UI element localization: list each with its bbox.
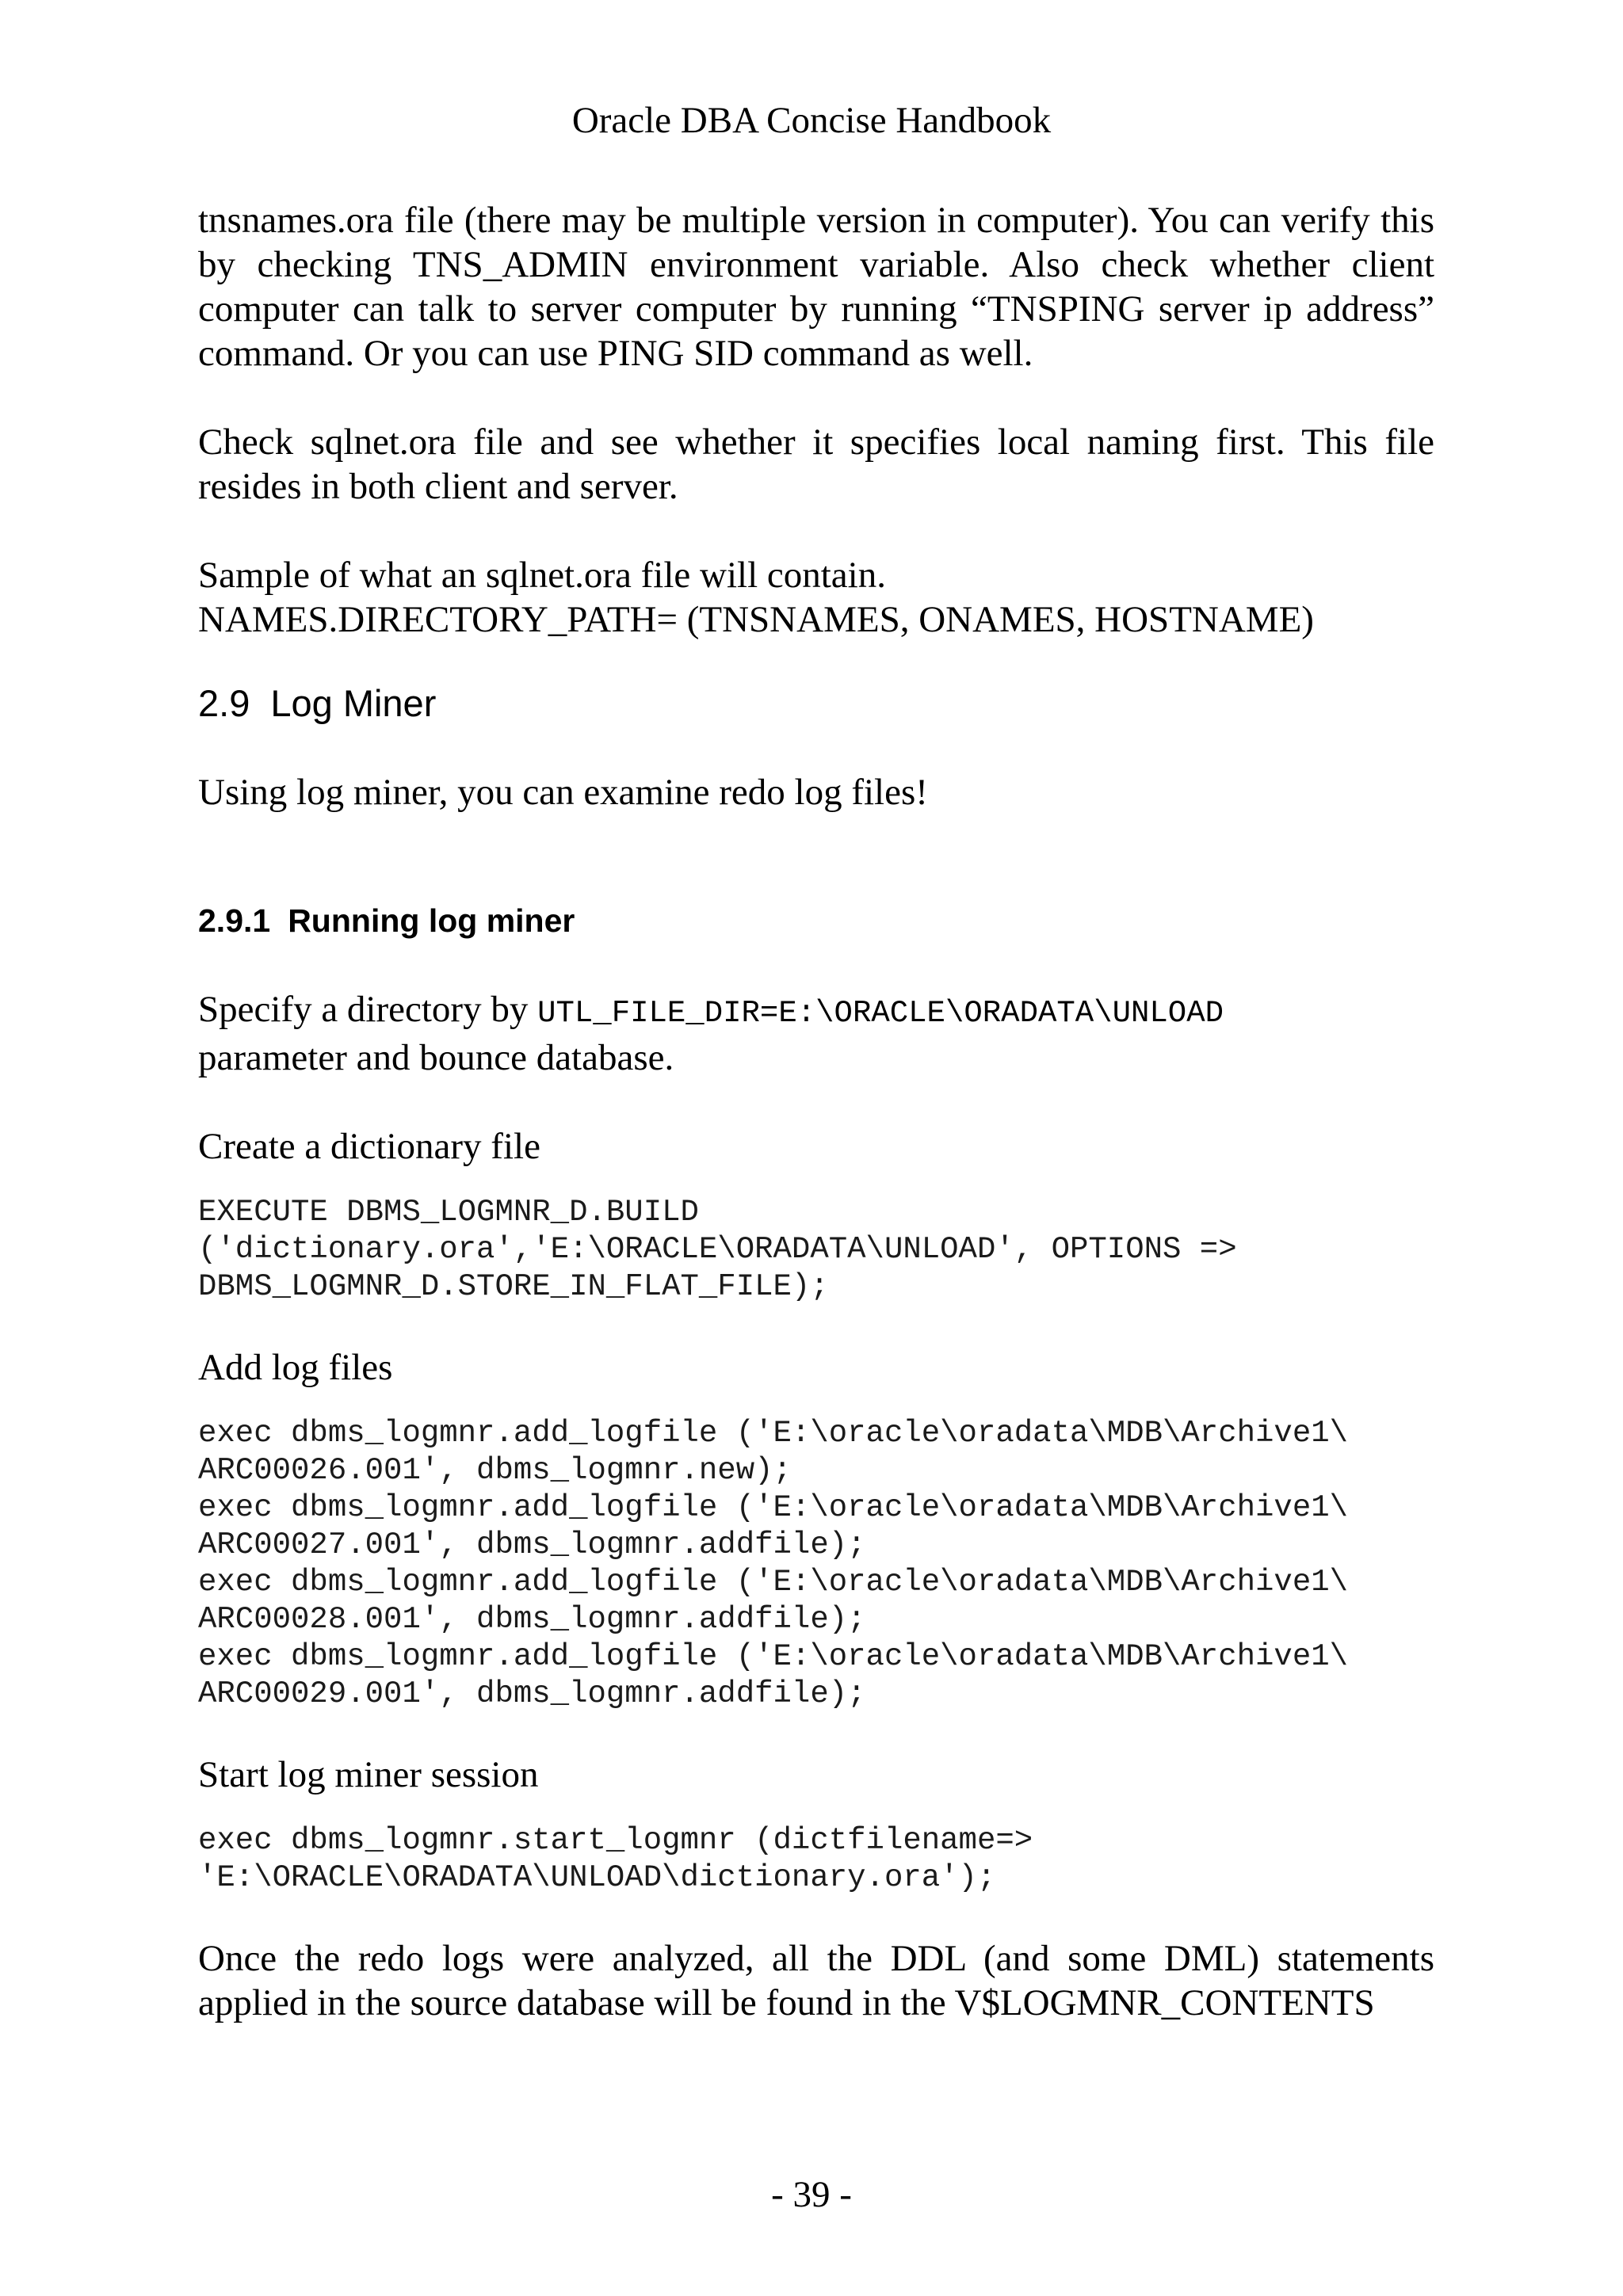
section-title: Log Miner	[270, 682, 437, 724]
section-number: 2.9	[198, 682, 250, 724]
label-start-session: Start log miner session	[198, 1754, 539, 1795]
page-number: - 39 -	[771, 2174, 852, 2215]
page-content	[198, 198, 1434, 2025]
paragraph-specify-directory	[198, 987, 1434, 1035]
label-create-dictionary: Create a dictionary file	[198, 1126, 540, 1167]
paragraph-tnsnames: tnsnames.ora file (there may be multiple version in computer). You can verify this by checking TNS_ADMIN environment variable. Also check whether client computer can talk to server computer by running “TNSPING server ip address” command. Or you can use PING SID command as well.	[198, 200, 1434, 374]
paragraph-directory-path: NAMES.DIRECTORY_PATH= (TNSNAMES, ONAMES, HOSTNAME)	[198, 599, 1314, 640]
subsection-title: Running log miner	[288, 902, 575, 939]
code-build-dictionary: EXECUTE DBMS_LOGMNR_D.BUILD ('dictionary.ora','E:\ORACLE\ORADATA\UNLOAD', OPTIONS => DBMS_LOGMNR_D.STORE_IN_FLAT_FILE);	[198, 1195, 1237, 1304]
code-start-logmnr: exec dbms_logmnr.start_logmnr (dictfilename=> 'E:\ORACLE\ORADATA\UNLOAD\dictionary.ora');	[198, 1823, 1033, 1895]
subsection-heading	[198, 898, 1434, 943]
utl-file-dir-code: UTL_FILE_DIR=E:\ORACLE\ORADATA\UNLOAD	[537, 996, 1224, 1031]
section-heading	[198, 681, 1434, 726]
running-header: Oracle DBA Concise Handbook	[571, 100, 1052, 141]
paragraph-sqlnet: Check sqlnet.ora file and see whether it specifies local naming first. This file resides in both client and server.	[198, 421, 1434, 507]
paragraph-sqlnet-sample: Sample of what an sqlnet.ora file will contain.	[198, 555, 886, 596]
paragraph-bounce-database: parameter and bounce database.	[198, 1037, 674, 1078]
code-add-logfiles: exec dbms_logmnr.add_logfile ('E:\oracle\oradata\MDB\Archive1\ ARC00026.001', dbms_logmnr.new); exec dbms_logmnr.add_logfile ('E:\oracle\oradata\MDB\Archive1\ ARC00027.001', dbms_logmnr.addfile); exec dbms_logmnr.add_logfile ('E:\oracle\oradata\MDB\Archive1\ ARC00028.001', dbms_logmnr.addfile); exec dbms_logmnr.add_logfile ('E:\oracle\oradata\MDB\Archive1\ ARC00029.001', dbms_logmnr.addfile);	[198, 1416, 1349, 1711]
section-intro: Using log miner, you can examine redo log files!	[198, 772, 928, 813]
subsection-number: 2.9.1	[198, 902, 271, 939]
paragraph-logmnr-contents: Once the redo logs were analyzed, all the DDL (and some DML) statements applied in the source database will be found in the V$LOGMNR_CONTENTS	[198, 1938, 1434, 2023]
label-add-log-files: Add log files	[198, 1347, 393, 1388]
step1-prefix: Specify a directory by	[198, 989, 538, 1030]
